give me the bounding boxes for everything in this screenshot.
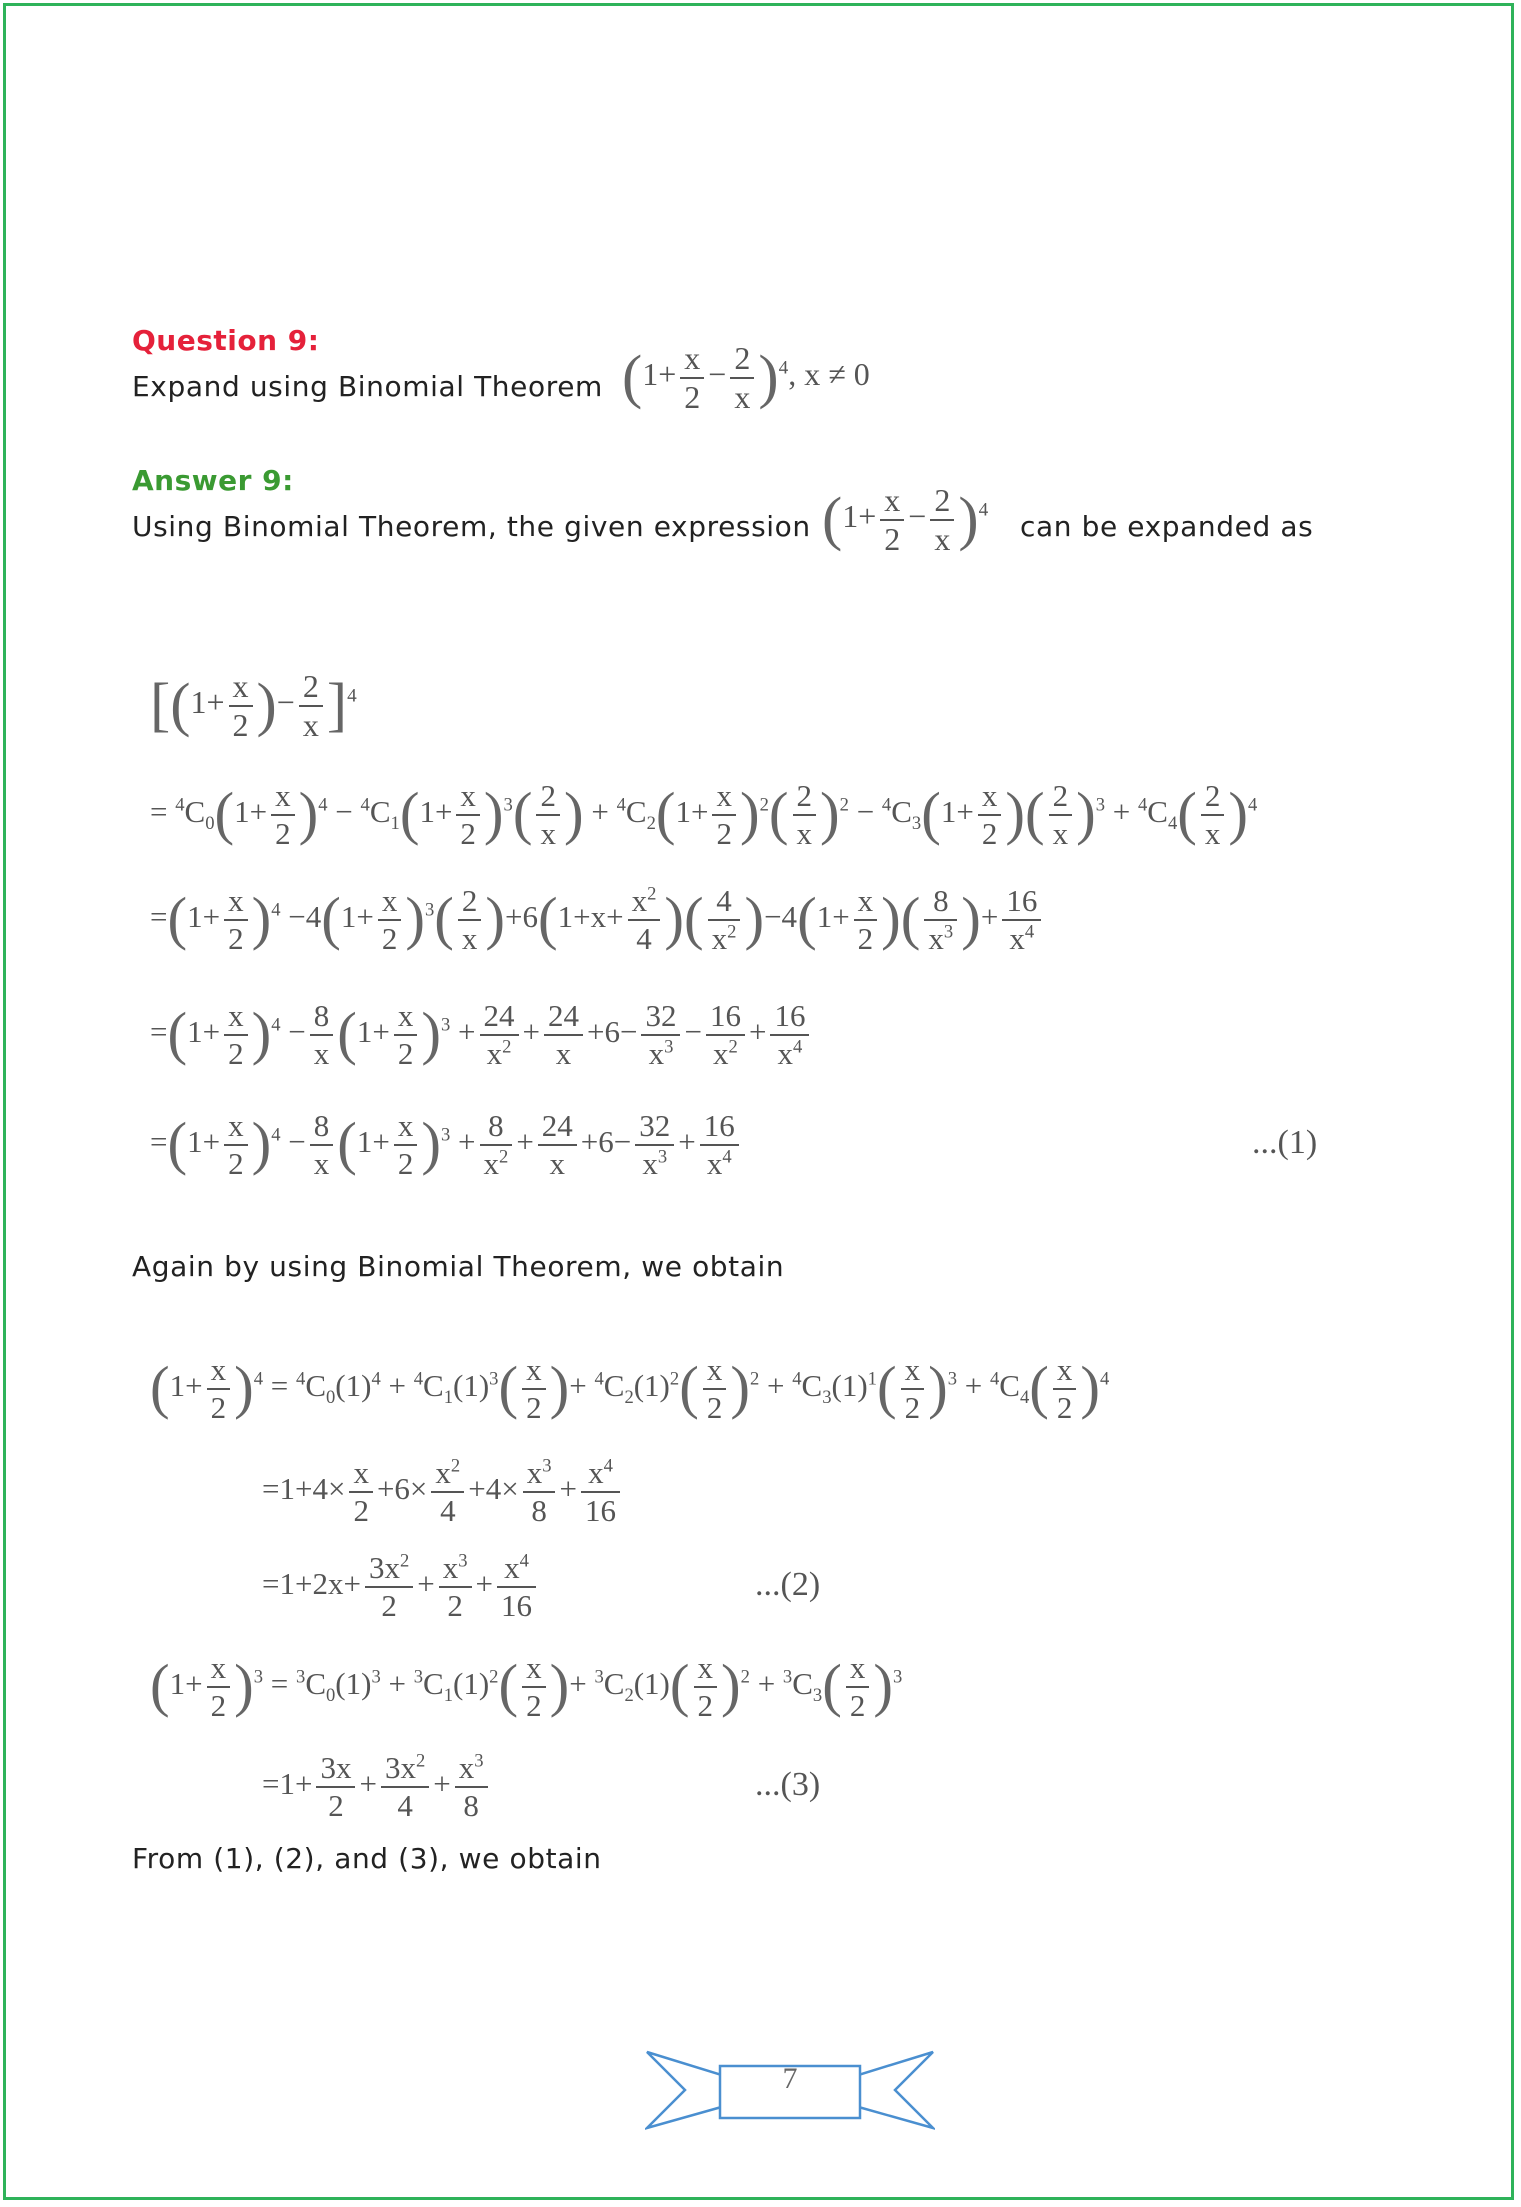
equation-line-3: =(1+ $\frac{x}{2}$ )$^4$ − $\frac{8}{x}$ (1+ $\frac{x}{2}$ )$^3$ + $\frac{24}{x^2}$ + $\frac{24}{x}$ +6− $\frac{32}{x^3}$ − $\frac{16}{x^2}$ + $\frac{16}{x^4}$ [150,998,813,1071]
question-condition: , x ≠ 0 [788,356,870,393]
answer-intro-end: can be expanded as [1020,510,1314,543]
from-text: From (1), (2), and (3), we obtain [132,1842,602,1875]
question-text: Expand using Binomial Theorem [132,370,603,403]
expansion3-line-1: =1+ $\frac{3x}{2}$ + $\frac{3x^2}{4}$ + $\frac{x^3}{8}$ [262,1750,492,1823]
equation-line-0: [(1+ $\frac{x}{2}$ )− $\frac{2}{x}$ ]$^4$ [150,668,357,743]
expansion4-line-2: =1+2x+ $\frac{3x^2}{2}$ + $\frac{x^3}{2}$ + $\frac{x^4}{16}$ [262,1550,540,1623]
expansion4-line-1: =1+4× $\frac{x}{2}$ +6× $\frac{x^2}{4}$ +4× $\frac{x^3}{8}$ + $\frac{x^4}{16}$ [262,1455,624,1528]
page-number: 7 [782,2062,798,2095]
equation-ref-2: ...(2) [755,1566,821,1603]
equation-line-4: =(1+ $\frac{x}{2}$ )$^4$ − $\frac{8}{x}$ (1+ $\frac{x}{2}$ )$^3$ + $\frac{8}{x^2}$ + $\frac{24}{x}$ +6− $\frac{32}{x^3}$ + $\frac{16}{x^4}$ [150,1108,743,1181]
again-text: Again by using Binomial Theorem, we obtain [132,1250,785,1283]
answer-expression: (1+ $\frac{x}{2}$ − $\frac{2}{x}$ )$^4$ [822,482,989,557]
equation-line-2: =(1+ $\frac{x}{2}$ )$^4$ −4(1+ $\frac{x}{2}$ )$^3$( $\frac{2}{x}$ )+6(1+x+ $\frac{x^2}{4}$ )( $\frac{4}{x^2}$ )−4(1+ $\frac{x}{2}$ )( $\frac{8}{x^3}$ )+ $\frac{16}{x^4}$ [150,883,1045,956]
question-expression: (1+ $\frac{x}{2}$ − $\frac{2}{x}$ )$^4$, x ≠ 0 [622,340,870,415]
answer-intro: Using Binomial Theorem, the given expression [132,510,811,543]
answer-heading: Answer 9: [132,464,294,497]
expansion4-line-0: (1+ $\frac{x}{2}$ )$^4 = ^4C_0(1)^4 + ^4C_1(1)^3$( $\frac{x}{2}$ )+ $^4C_2(1)^2$( $\frac{x}{2}$ )$^2 + ^4C_3(1)^1$( $\frac{x}{2}$ )$^3 + ^4C_4$( $\frac{x}{2}$ )$^4$ [150,1352,1110,1425]
equation-line-1: = $^4C_0(1+$ $\frac{x}{2}$ )$^4 - ^4C_1(1+$ $\frac{x}{2}$ )$^3$( $\frac{2}{x}$ ) + $^4C_2(1+$ $\frac{x}{2}$ )$^2$( $\frac{2}{x}$ )$^2 - ^4C_3(1+$ $\frac{x}{2}$ )( $\frac{2}{x}$ )$^3 + ^4C_4$( $\frac{2}{x}$ )$^4$ [150,778,1258,851]
equation-ref-1: ...(1) [1252,1124,1318,1161]
question-heading: Question 9: [132,324,320,357]
equation-ref-3: ...(3) [755,1766,821,1803]
expansion3-line-0: (1+ $\frac{x}{2}$ )$^3 = ^3C_0(1)^3 + ^3C_1(1)^2$( $\frac{x}{2}$ )+ $^3C_2(1)$( $\frac{x}{2}$ )$^2 + ^3C_3$( $\frac{x}{2}$ )$^3$ [150,1650,903,1723]
